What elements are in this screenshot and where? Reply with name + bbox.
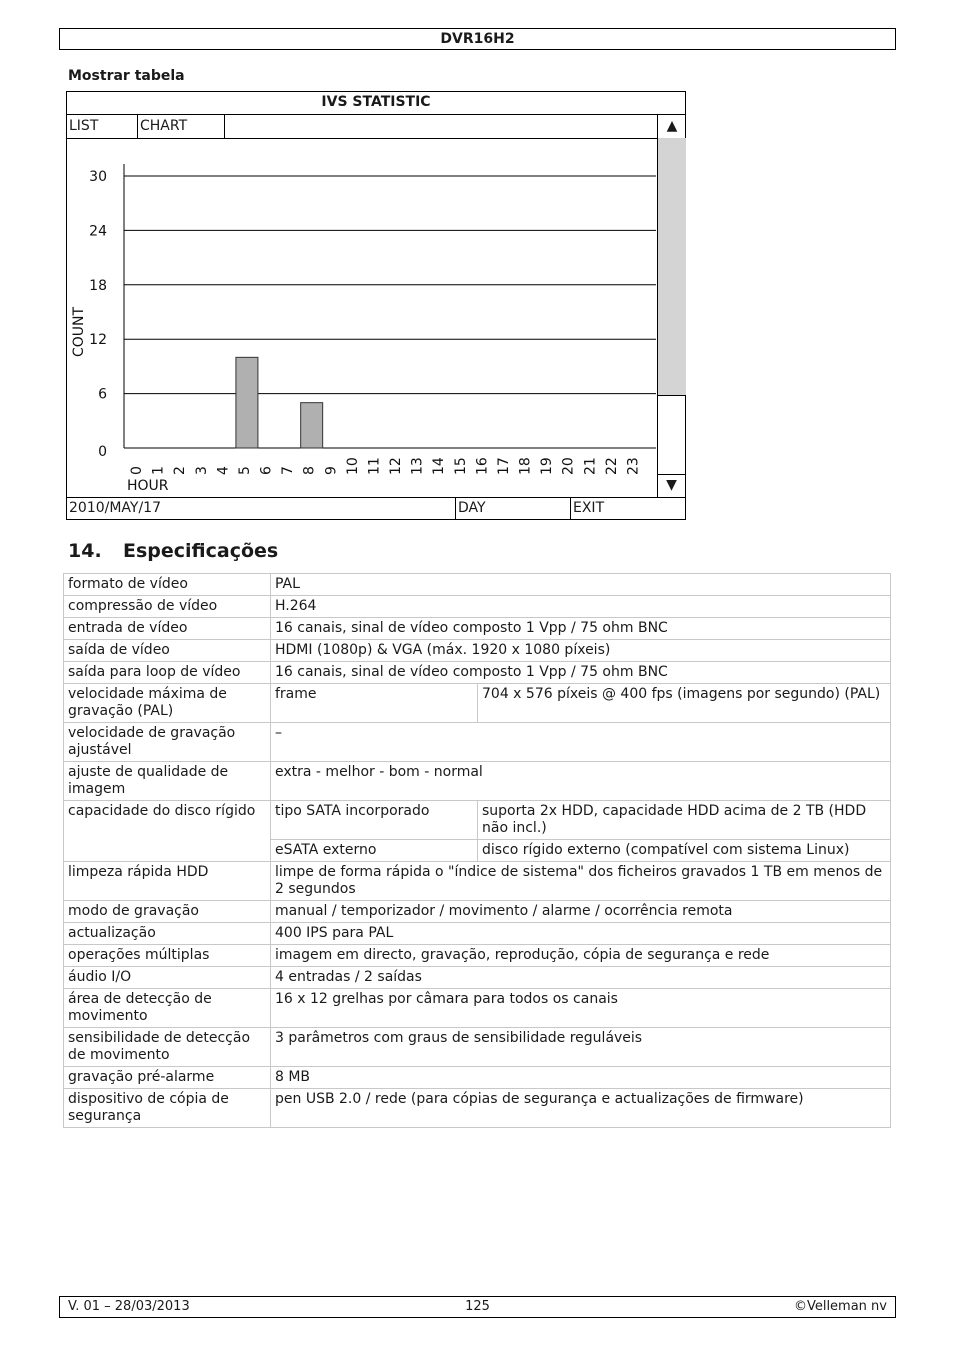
- y-tick-label: 6: [98, 386, 107, 403]
- spec-value: 400 IPS para PAL: [271, 923, 891, 945]
- spec-label: áudio I/O: [64, 967, 271, 989]
- table-row: [64, 640, 891, 662]
- y-axis-label: COUNT: [71, 306, 87, 358]
- table-row: [64, 945, 891, 967]
- spec-value: imagem em directo, gravação, reprodução, cópia de segurança e rede: [271, 945, 891, 967]
- spec-label: velocidade de gravação ajustável: [64, 723, 271, 762]
- x-tick-label: 21: [582, 457, 599, 475]
- x-tick-label: 23: [625, 457, 642, 475]
- spec-value: 704 x 576 píxeis @ 400 fps (imagens por segundo) (PAL): [478, 684, 891, 723]
- x-axis-label: HOUR: [127, 478, 169, 494]
- copyright-text: ©Velleman nv: [793, 1299, 887, 1314]
- model-name: DVR16H2: [440, 31, 515, 47]
- exit-button[interactable]: EXIT: [573, 500, 605, 516]
- x-tick-label: 14: [431, 457, 448, 475]
- subsection-title: Mostrar tabela: [68, 68, 185, 84]
- x-tick-label: 20: [560, 457, 577, 475]
- spec-label: saída de vídeo: [64, 640, 271, 662]
- scroll-track[interactable]: [658, 396, 686, 474]
- spec-sublabel: eSATA externo: [271, 840, 478, 862]
- x-tick-label: 19: [539, 457, 556, 475]
- spec-value: –: [271, 723, 891, 762]
- y-tick-label: 12: [89, 332, 107, 349]
- table-row: [64, 762, 891, 801]
- scroll-up-icon[interactable]: ▲: [657, 115, 686, 138]
- date-field[interactable]: 2010/MAY/17: [67, 498, 456, 520]
- x-tick-label: 13: [409, 457, 426, 475]
- x-tick-label: 6: [258, 466, 275, 475]
- spec-table: [63, 573, 891, 1128]
- section-number: 14.: [68, 540, 102, 562]
- spec-value: 16 canais, sinal de vídeo composto 1 Vpp / 75 ohm BNC: [271, 662, 891, 684]
- spec-label: dispositivo de cópia de segurança: [64, 1089, 271, 1128]
- y-tick-label: 0: [98, 444, 107, 460]
- spec-label: gravação pré-alarme: [64, 1067, 271, 1089]
- spec-label: sensibilidade de detecção de movimento: [64, 1028, 271, 1067]
- table-row: [64, 618, 891, 640]
- spec-label: operações múltiplas: [64, 945, 271, 967]
- ivs-title: IVS STATISTIC: [67, 92, 685, 115]
- table-row: [64, 1089, 891, 1128]
- y-tick-label: 24: [89, 223, 107, 240]
- spec-value: 4 entradas / 2 saídas: [271, 967, 891, 989]
- table-row: [64, 684, 891, 723]
- spec-value: pen USB 2.0 / rede (para cópias de segurança e actualizações de firmware): [271, 1089, 891, 1128]
- version-text: V. 01 – 28/03/2013: [68, 1299, 190, 1314]
- x-tick-label: 12: [388, 457, 404, 475]
- spec-value: 16 x 12 grelhas por câmara para todos os canais: [271, 989, 891, 1028]
- spec-value: disco rígido externo (compatível com sistema Linux): [478, 840, 891, 862]
- x-tick-label: 11: [366, 457, 383, 475]
- spec-label: formato de vídeo: [64, 574, 271, 596]
- spec-label: velocidade máxima de gravação (PAL): [64, 684, 271, 723]
- spec-value: H.264: [271, 596, 891, 618]
- x-tick-label: 8: [301, 466, 318, 475]
- tab-list[interactable]: LIST: [67, 115, 138, 138]
- spec-sublabel: tipo SATA incorporado: [271, 801, 478, 840]
- spec-label: actualização: [64, 923, 271, 945]
- table-row: [64, 989, 891, 1028]
- x-tick-label: 9: [323, 466, 340, 475]
- x-tick-label: 1: [150, 466, 167, 475]
- spec-label: ajuste de qualidade de imagem: [64, 762, 271, 801]
- table-row: [64, 574, 891, 596]
- table-row: [64, 901, 891, 923]
- section-title: Especificações: [123, 540, 279, 562]
- tab-row: [67, 115, 685, 139]
- x-tick-label: 2: [172, 466, 189, 475]
- section-heading: [68, 540, 278, 562]
- spec-label: compressão de vídeo: [64, 596, 271, 618]
- spec-value: 16 canais, sinal de vídeo composto 1 Vpp / 75 ohm BNC: [271, 618, 891, 640]
- spec-value: suporta 2x HDD, capacidade HDD acima de 2 TB (HDD não incl.): [478, 801, 891, 840]
- scroll-down-icon[interactable]: ▼: [657, 474, 685, 497]
- spec-label: limpeza rápida HDD: [64, 862, 271, 901]
- bar: [236, 357, 258, 448]
- table-row: [64, 1028, 891, 1067]
- table-row: [64, 723, 891, 762]
- x-tick-label: 10: [344, 457, 361, 475]
- ivs-statistic-panel: [66, 91, 686, 520]
- spec-value: extra - melhor - bom - normal: [271, 762, 891, 801]
- ivs-bar-chart: [67, 138, 657, 494]
- x-tick-label: 4: [215, 466, 232, 475]
- y-tick-label: 30: [89, 169, 107, 185]
- bar: [301, 403, 323, 448]
- x-tick-label: 17: [495, 457, 512, 475]
- table-row: [64, 662, 891, 684]
- y-tick-label: 18: [89, 277, 107, 294]
- table-row: [64, 596, 891, 618]
- spec-label: entrada de vídeo: [64, 618, 271, 640]
- spec-label: capacidade do disco rígido: [64, 801, 271, 862]
- spec-value: PAL: [271, 574, 891, 596]
- ivs-footer-row: [67, 497, 685, 520]
- x-tick-label: 7: [280, 466, 297, 475]
- x-tick-label: 22: [603, 457, 620, 475]
- spec-value: 8 MB: [271, 1067, 891, 1089]
- spec-value: HDMI (1080p) & VGA (máx. 1920 x 1080 píxeis): [271, 640, 891, 662]
- table-row: [64, 967, 891, 989]
- table-row: [64, 1067, 891, 1089]
- x-tick-label: 18: [517, 457, 534, 475]
- spec-sublabel: frame: [271, 684, 478, 723]
- page-footer: [59, 1296, 896, 1318]
- spec-value: manual / temporizador / movimento / alarme / ocorrência remota: [271, 901, 891, 923]
- table-row: [64, 801, 891, 840]
- tab-chart[interactable]: CHART: [138, 115, 225, 138]
- x-tick-label: 15: [452, 457, 469, 475]
- table-row: [64, 923, 891, 945]
- x-tick-label: 0: [129, 466, 145, 475]
- spec-value: limpe de forma rápida o "índice de sistema" dos ficheiros gravados 1 TB em menos de 2 segundos: [271, 862, 891, 901]
- x-tick-label: 3: [193, 466, 210, 475]
- page-number: 125: [465, 1299, 490, 1314]
- scrollbar[interactable]: [657, 138, 685, 474]
- spec-value: 3 parâmetros com graus de sensibilidade reguláveis: [271, 1028, 891, 1067]
- spec-label: área de detecção de movimento: [64, 989, 271, 1028]
- x-tick-label: 5: [236, 466, 253, 475]
- page-header: [59, 28, 896, 50]
- x-tick-label: 16: [474, 457, 491, 475]
- spec-label: modo de gravação: [64, 901, 271, 923]
- scroll-thumb[interactable]: [658, 138, 686, 396]
- table-row: [64, 862, 891, 901]
- spec-label: saída para loop de vídeo: [64, 662, 271, 684]
- day-button[interactable]: DAY: [456, 498, 571, 520]
